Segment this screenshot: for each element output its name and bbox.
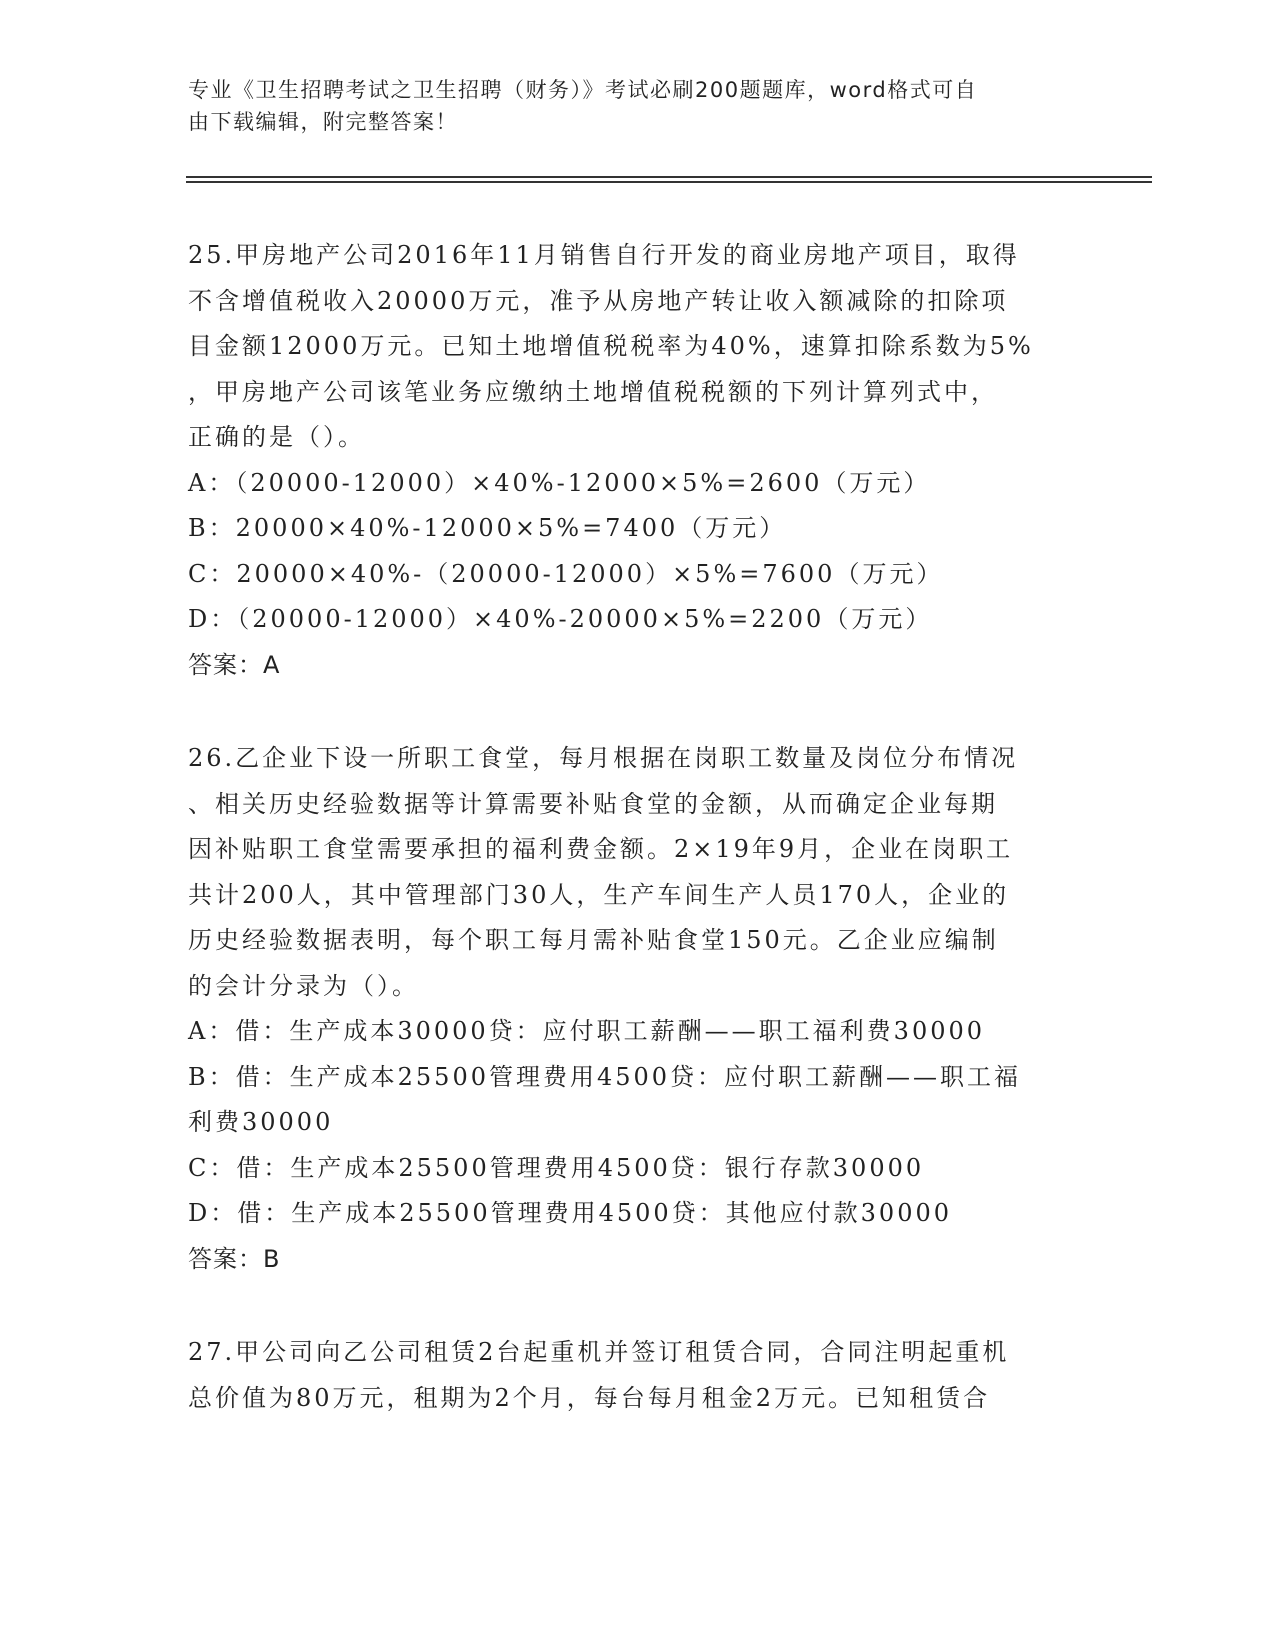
option-c: C：20000×40%-（20000-12000）×5%=7600（万元） [188,559,944,588]
question-text-line: 历史经验数据表明，每个职工每月需补贴食堂150元。乙企业应编制 [188,926,999,954]
question-text-line: 27.甲公司向乙公司租赁2台起重机并签订租赁合同，合同注明起重机 [188,1338,1010,1366]
question-text-line: 目金额12000万元。已知土地增值税税率为40%，速算扣除系数为5% [188,332,1034,360]
option-b: B：20000×40%-12000×5%=7400（万元） [188,514,787,542]
option-d: D：（20000-12000）×40%-20000×5%=2200（万元） [188,605,933,633]
option-b: B：借：生产成本25500管理费用4500贷：应付职工薪酬——职工福 [188,1062,1022,1091]
answer-label: 答案：A [188,650,281,679]
option-a: A：借：生产成本30000贷：应付职工薪酬——职工福利费30000 [188,1017,986,1045]
question-text-line: 正确的是（）。 [188,423,365,451]
header-divider [186,181,1152,183]
question-25 [188,233,1088,688]
header-line: 专业《卫生招聘考试之卫生招聘（财务）》考试必刷200题题库，word格式可自 [188,78,978,102]
answer-label: 答案：B [188,1244,281,1273]
question-text-line: 总价值为80万元，租期为2个月，每台每月租金2万元。已知租赁合 [188,1383,991,1412]
header-divider [186,176,1152,178]
document-header [188,74,1068,138]
header-line: 由下载编辑，附完整答案！ [188,110,458,134]
question-text-line: 26.乙企业下设一所职工食堂，每月根据在岗职工数量及岗位分布情况 [188,744,1019,772]
question-26 [188,736,1088,1282]
option-b-continued: 利费30000 [188,1108,334,1136]
option-c: C：借：生产成本25500管理费用4500贷：银行存款30000 [188,1153,925,1182]
option-d: D：借：生产成本25500管理费用4500贷：其他应付款30000 [188,1199,953,1227]
question-text-line: 25.甲房地产公司2016年11月销售自行开发的商业房地产项目，取得 [188,241,1020,269]
question-text-line: 不含增值税收入20000万元，准予从房地产转让收入额减除的扣除项 [188,286,1009,315]
option-a: A：（20000-12000）×40%-12000×5%=2600（万元） [188,468,931,497]
question-text-line: 的会计分录为（）。 [188,971,419,1000]
question-text-line: 、相关历史经验数据等计算需要补贴食堂的金额，从而确定企业每期 [188,789,998,818]
question-text-line: 因补贴职工食堂需要承担的福利费金额。2×19年9月，企业在岗职工 [188,835,1014,863]
question-text-line: 共计200人，其中管理部门30人，生产车间生产人员170人，企业的 [188,880,1010,909]
question-text-line: ，甲房地产公司该笔业务应缴纳土地增值税税额的下列计算列式中， [188,377,998,406]
question-27 [188,1330,1088,1421]
question-list [188,233,1088,1469]
